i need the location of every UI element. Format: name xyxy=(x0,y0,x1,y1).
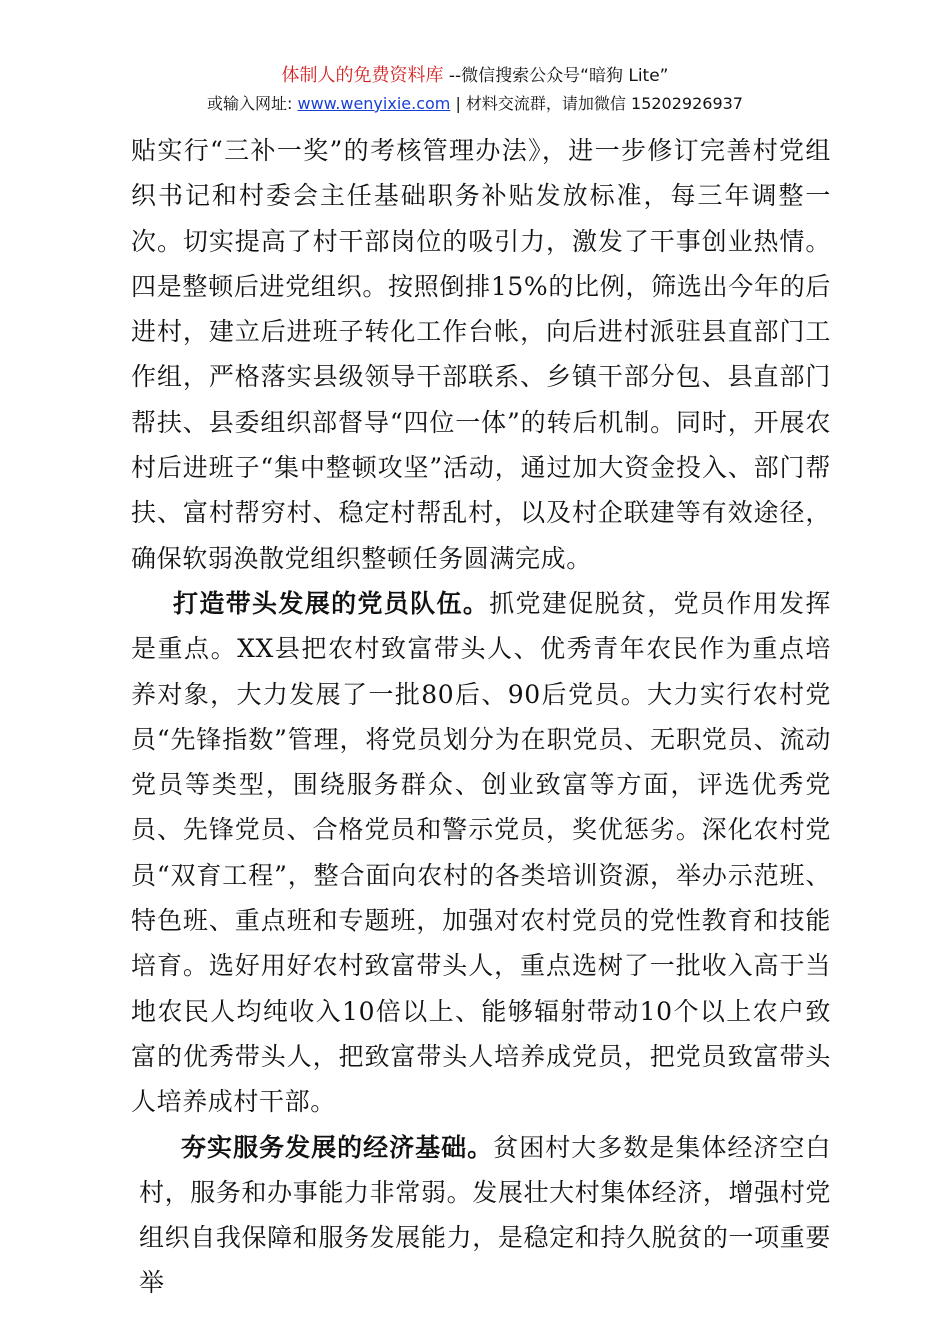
paragraph-1 xyxy=(131,128,831,581)
document-body xyxy=(131,128,831,1306)
page-header xyxy=(0,64,950,116)
header-url-prefix: 或输入网址: xyxy=(207,94,298,113)
paragraph-2-heading: 打造带头发展的党员队伍。 xyxy=(173,588,490,618)
paragraph-3-heading: 夯实服务发展的经济基础。 xyxy=(181,1132,494,1162)
header-contact-line xyxy=(0,92,950,116)
website-link[interactable]: www.wenyixie.com xyxy=(297,94,451,113)
paragraph-1-text: 贴实行“三补一奖”的考核管理办法》，进一步修订完善村党组织书记和村委会主任基础职务补贴发放标准，每三年调整一次。切实提高了村干部岗位的吸引力，激发了干事创业热情。四是整顿后进党组织。按照倒排15%的比例，筛选出今年的后进村，建立后进班子转化工作台帐，向后进村派驻县直部门工作组，严格落实县级领导干部联系、乡镇干部分包、县直部门帮扶、县委组织部督导“四位一体”的转后机制。同时，开展农村后进班子“集中整顿攻坚”活动，通过加大资金投入、部门帮扶、富村帮穷村、稳定村帮乱村，以及村企联建等有效途径，确保软弱涣散党组织整顿任务圆满完成。 xyxy=(131,136,831,573)
paragraph-2 xyxy=(131,581,831,1125)
header-brand: 体制人的免费资料库 xyxy=(281,65,444,86)
header-tagline: --微信搜索公众号“暗狗 Lite” xyxy=(443,66,669,86)
header-banner xyxy=(0,64,950,88)
paragraph-3 xyxy=(131,1125,831,1306)
header-contact: | 材料交流群，请加微信 15202926937 xyxy=(450,94,743,113)
paragraph-2-text: 抓党建促脱贫，党员作用发挥是重点。XX县把农村致富带头人、优秀青年农民作为重点培养对象，大力发展了一批80后、90后党员。大力实行农村党员“先锋指数”管理，将党员划分为在职党员、无职党员、流动党员等类型，围绕服务群众、创业致富等方面，评选优秀党员、先锋党员、合格党员和警示党员，奖优惩劣。深化农村党员“双育工程”，整合面向农村的各类培训资源，举办示范班、特色班、重点班和专题班，加强对农村党员的党性教育和技能培育。选好用好农村致富带头人，重点选树了一批收入高于当地农民人均纯收入10倍以上、能够辐射带动10个以上农户致富的优秀带头人，把致富带头人培养成党员，把党员致富带头人培养成村干部。 xyxy=(131,588,831,1117)
paragraph-3-text: 贫困村大多数是集体经济空白村，服务和办事能力非常弱。发展壮大村集体经济，增强村党组织自我保障和服务发展能力，是稳定和持久脱贫的一项重要举 xyxy=(139,1132,831,1298)
